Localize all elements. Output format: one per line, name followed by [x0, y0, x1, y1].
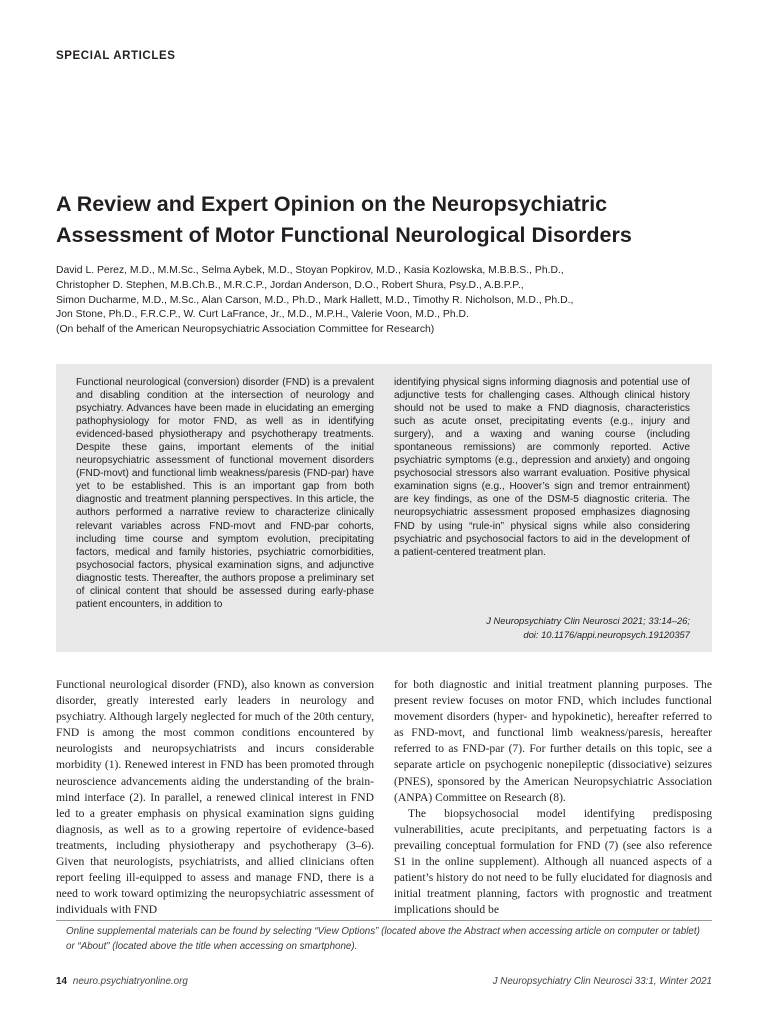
- abstract-column-left: [76, 376, 374, 611]
- footer-journal-issue: J Neuropsychiatry Clin Neurosci 33:1, Winter 2021: [492, 976, 712, 987]
- author-line: Simon Ducharme, M.D., M.Sc., Alan Carson, M.D., Ph.D., Mark Hallett, M.D., Timothy R. Nicholson, M.D., Ph.D.,: [56, 294, 574, 306]
- abstract-text: Functional neurological (conversion) disorder (FND) is a prevalent and disabling condition at the intersection of neurology and psychiatry. Advances have been made in elucidating an emerging pathophysiology for motor FND, as well as in identifying evidenced-based physiotherapy and psychotherapy treatments. Despite these gains, important elements of the initial neuropsychiatric assessment of functional movement disorders (FND-movt) and functional limb weakness/paresis (FND-par) have yet to be established. This is an important gap from both diagnostic and treatment planning perspectives. In this article, the authors performed a narrative review to characterize clinically relevant variables across FND-movt and FND-par cohorts, including time course and symptom evolution, precipitating factors, medical and family histories, psychiatric comorbidities, psychosocial factors, physical examination signs, and adjunctive diagnostic tests. Thereafter, the authors propose a preliminary set of clinical content that should be assessed during early-phase patient encounters, in addition to: [76, 377, 374, 610]
- body-paragraph: Functional neurological disorder (FND), also known as conversion disorder, greatly interested early leaders in neurology and psychiatry. Although largely neglected for much of the 20th century, FND is among the most common conditions encountered by neurologists and neuropsychiatrists and incurs considerable morbidity (1). Renewed interest in FND has been promoted through neuroscience advancements aiding the understanding of the brain-mind interface (2). In parallel, a renewed clinical interest in FND led to a greater emphasis on physical examination signs guiding diagnosis, as well as to a growing repertoire of evidence-based treatments, including physiotherapy and psychotherapy (3–6). Given that neurologists, psychiatrists, and allied clinicians often report feeling ill-equipped to assess and manage FND, there is a need to work toward optimizing the neuropsychiatric assessment of individuals with FND: [56, 678, 374, 917]
- author-line: (On behalf of the American Neuropsychiatric Association Committee for Research): [56, 324, 435, 336]
- author-line: Christopher D. Stephen, M.B.Ch.B., M.R.C.P., Jordan Anderson, D.O., Robert Shura, Psy.D., A.B.P.P.,: [56, 279, 524, 291]
- citation-doi: doi: 10.1176/appi.neuropsych.19120357: [523, 629, 690, 640]
- page-number: 14: [56, 976, 67, 987]
- abstract-column-right: [394, 376, 690, 559]
- author-line: Jon Stone, Ph.D., F.R.C.P., W. Curt LaFrance, Jr., M.D., M.P.H., Valerie Voon, M.D., Ph.D.: [56, 309, 469, 321]
- citation-journal: J Neuropsychiatry Clin Neurosci 2021; 33:14–26;: [486, 615, 690, 626]
- footer-left: [56, 976, 188, 987]
- abstract-text: identifying physical signs informing diagnosis and potential use of adjunctive tests for challenging cases. Although clinical history should not be used to make a FND diagnosis, characteristics such as acute onset, precipitating events (e.g., injury and surgery), and a waxing and waning course (including spontaneous remissions) are commonly reported. Active psychiatric symptoms (e.g., depression and anxiety) and ongoing psychosocial stressors also warrant evaluation. Positive physical examination signs (e.g., Hoover’s sign and tremor entrainment) are key findings, as one of the DSM-5 diagnostic criteria. The neuropsychiatric assessment proposed emphasizes diagnosing FND by using “rule-in” physical signs while also considering psychiatric and psychosocial factors to aid in the development of a patient-centered treatment plan.: [394, 377, 690, 558]
- supplement-note-divider: [56, 920, 712, 921]
- article-title-line: Assessment of Motor Functional Neurological Disorders: [56, 223, 632, 247]
- body-paragraph: for both diagnostic and initial treatment planning purposes. The present review focuses on motor FND, which includes functional movement disorders (hyper- and hypokinetic), hereafter referred to as FND-movt, and functional limb weakness/paresis, hereafter referred to as FND-par (7). For further details on this topic, see a separate article on psychogenic nonepileptic (dissociative) seizures (PNES), sponsored by the American Neuropsychiatric Association (ANPA) Committee on Research (8).: [394, 678, 712, 804]
- body-paragraph: The biopsychosocial model identifying predisposing vulnerabilities, acute precipitants, and perpetuating factors is a prevailing conceptual formulation for FND (7) (see also reference S1 in the online supplement). Although all nuanced aspects of a patient’s history do not need to be fully elucidated for diagnosis and initial treatment planning, factors with prognostic and treatment implications should be: [394, 806, 712, 917]
- author-list: [56, 264, 716, 338]
- body-column-right: [394, 677, 712, 918]
- article-title: [56, 189, 716, 251]
- article-title-line: A Review and Expert Opinion on the Neuropsychiatric: [56, 192, 608, 216]
- footer-website[interactable]: neuro.psychiatryonline.org: [72, 976, 188, 987]
- abstract-box: [56, 364, 712, 652]
- section-label: SPECIAL ARTICLES: [56, 50, 176, 62]
- citation: [486, 614, 690, 642]
- author-line: David L. Perez, M.D., M.M.Sc., Selma Aybek, M.D., Stoyan Popkirov, M.D., Kasia Kozlowska, M.B.B.S., Ph.D.,: [56, 265, 564, 276]
- supplement-note: Online supplemental materials can be found by selecting “View Options” (located above the Abstract when accessing article on computer or tablet) or “About” (located above the title when accessing on smartphone).: [66, 926, 700, 952]
- body-column-left: [56, 677, 374, 918]
